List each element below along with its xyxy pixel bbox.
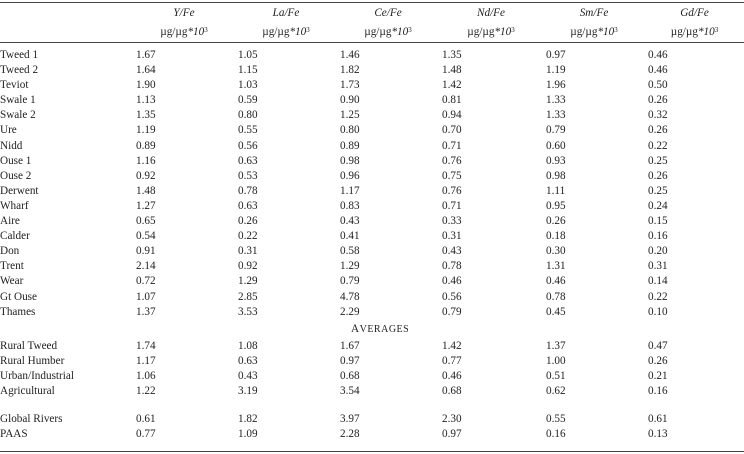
value-cell: 0.15 (648, 215, 668, 228)
value-cell: 0.92 (136, 169, 156, 182)
column-header-ratio (337, 5, 439, 22)
value-cell: 1.00 (546, 354, 566, 367)
unit-exponent: 3 (511, 26, 515, 34)
value-cell: 1.25 (340, 109, 360, 122)
table-row (0, 123, 744, 138)
unit-multiplier: *10 (697, 26, 715, 38)
value-cell: 0.22 (648, 290, 668, 303)
value-cell: 1.67 (136, 49, 156, 61)
row-label: Urban/Industrial (0, 369, 74, 382)
row-label: Wharf (0, 199, 29, 212)
value-cell: 0.50 (648, 79, 668, 92)
header-unit-row (0, 22, 744, 41)
value-cell: 0.26 (238, 215, 258, 228)
value-cell: 3.53 (238, 305, 258, 318)
header-element-row (0, 5, 744, 22)
value-cell: 0.22 (238, 230, 258, 243)
value-cell: 1.11 (546, 184, 566, 197)
table-row (0, 384, 744, 399)
unit-multiplier: *10 (494, 26, 512, 38)
table-row (0, 274, 744, 289)
value-cell: 0.25 (648, 154, 668, 167)
row-label: Calder (0, 230, 30, 243)
row-label: Ouse 1 (0, 154, 32, 167)
value-cell: 0.22 (648, 139, 668, 152)
value-cell: 1.96 (546, 79, 566, 92)
unit-prefix: µg/µg (364, 26, 392, 38)
value-cell: 0.79 (442, 305, 462, 318)
row-label: Rural Tweed (0, 339, 58, 352)
value-cell: 1.46 (340, 49, 360, 61)
column-header-ratio (235, 5, 337, 22)
value-cell: 1.35 (442, 49, 462, 61)
ree-fe-ratio-table (0, 5, 744, 442)
value-cell: 2.29 (340, 305, 360, 318)
value-cell: 0.90 (340, 94, 360, 107)
value-cell: 0.26 (648, 169, 668, 182)
unit-exponent: 3 (408, 26, 412, 34)
value-cell: 0.83 (340, 199, 360, 212)
table-row (0, 139, 744, 154)
spacer-cell (0, 399, 744, 412)
value-cell: 1.48 (136, 184, 156, 197)
value-cell: 0.46 (442, 275, 462, 288)
value-cell: 1.17 (340, 184, 360, 197)
value-cell: 0.16 (648, 230, 668, 243)
value-cell: 1.06 (136, 369, 156, 382)
value-cell: 0.98 (546, 169, 566, 182)
table-row (0, 427, 744, 442)
row-label: Tweed 2 (0, 64, 39, 77)
table-row (0, 305, 744, 320)
value-cell: 1.42 (442, 339, 462, 352)
value-cell: 1.90 (136, 79, 156, 92)
row-label: Ure (0, 124, 17, 137)
value-cell: 0.97 (340, 354, 360, 367)
value-cell: 0.20 (648, 245, 668, 258)
header-blank-cell (0, 5, 133, 22)
table-row (0, 63, 744, 78)
row-label: Swale 1 (0, 94, 36, 107)
value-cell: 0.70 (442, 124, 462, 137)
value-cell: 0.63 (238, 354, 258, 367)
value-cell: 0.63 (238, 199, 258, 212)
value-cell: 0.14 (648, 275, 668, 288)
row-label: Nidd (0, 139, 23, 152)
value-cell: 0.31 (238, 245, 258, 258)
value-cell: 0.95 (546, 199, 566, 212)
value-cell: 0.68 (340, 369, 360, 382)
value-cell: 0.92 (238, 260, 258, 273)
table-top-rule (0, 2, 744, 3)
averages-heading (133, 320, 744, 339)
unit-prefix: µg/µg (670, 26, 698, 38)
value-cell: 1.07 (136, 290, 156, 303)
value-cell: 0.43 (340, 215, 360, 228)
row-label: Ouse 2 (0, 169, 32, 182)
row-label: Teviot (0, 79, 29, 92)
value-cell: 3.54 (340, 384, 360, 397)
spacer-row (0, 41, 744, 48)
value-cell: 0.53 (238, 169, 258, 182)
value-cell: 1.09 (238, 428, 258, 441)
value-cell: 0.61 (648, 413, 668, 426)
column-header-element: Gd/Fe (680, 7, 709, 19)
value-cell: 1.37 (546, 339, 566, 352)
table-row (0, 244, 744, 259)
value-cell: 1.19 (136, 124, 156, 137)
value-cell: 4.78 (340, 290, 360, 303)
value-cell: 0.32 (648, 109, 668, 122)
column-header-element: Ce/Fe (374, 7, 402, 19)
table-row (0, 108, 744, 123)
value-cell: 0.56 (238, 139, 258, 152)
value-cell: 1.29 (340, 260, 360, 273)
spacer-cell (0, 320, 133, 339)
value-cell: 1.48 (442, 64, 462, 77)
value-cell: 0.63 (238, 154, 258, 167)
table-row (0, 339, 744, 354)
averages-heading-initial: A (351, 322, 360, 335)
value-cell: 0.54 (136, 230, 156, 243)
value-cell: 0.41 (340, 230, 360, 243)
value-cell: 1.03 (238, 79, 258, 92)
unit-prefix: µg/µg (570, 26, 598, 38)
value-cell: 0.13 (648, 428, 668, 441)
value-cell: 0.80 (340, 124, 360, 137)
value-cell: 0.77 (136, 428, 156, 441)
column-header-ratio (645, 5, 744, 22)
value-cell: 0.10 (648, 305, 668, 318)
value-cell: 0.91 (136, 245, 156, 258)
value-cell: 0.25 (648, 184, 668, 197)
value-cell: 0.31 (442, 230, 462, 243)
value-cell: 0.46 (648, 49, 668, 61)
row-label: Swale 2 (0, 109, 36, 122)
unit-prefix: µg/µg (262, 26, 290, 38)
value-cell: 0.78 (546, 290, 566, 303)
value-cell: 1.82 (238, 413, 258, 426)
column-header-unit (337, 22, 439, 41)
value-cell: 2.85 (238, 290, 258, 303)
value-cell: 0.46 (442, 369, 462, 382)
value-cell: 0.72 (136, 275, 156, 288)
value-cell: 1.05 (238, 49, 258, 61)
value-cell: 0.96 (340, 169, 360, 182)
value-cell: 1.33 (546, 109, 566, 122)
table-row (0, 154, 744, 169)
value-cell: 1.17 (136, 354, 156, 367)
value-cell: 3.19 (238, 384, 258, 397)
averages-section-row (0, 320, 744, 339)
column-header-ratio (543, 5, 645, 22)
column-header-element: La/Fe (272, 7, 300, 19)
value-cell: 1.15 (238, 64, 258, 77)
value-cell: 0.46 (546, 275, 566, 288)
value-cell: 0.26 (648, 124, 668, 137)
value-cell: 1.73 (340, 79, 360, 92)
value-cell: 0.16 (648, 384, 668, 397)
table-row (0, 412, 744, 427)
unit-multiplier: *10 (289, 26, 307, 38)
value-cell: 0.81 (442, 94, 462, 107)
value-cell: 1.16 (136, 154, 156, 167)
header-blank-cell (0, 22, 133, 41)
table-row (0, 290, 744, 305)
value-cell: 0.97 (546, 49, 566, 61)
unit-exponent: 3 (614, 26, 618, 34)
value-cell: 3.97 (340, 413, 360, 426)
value-cell: 0.93 (546, 154, 566, 167)
value-cell: 1.37 (136, 305, 156, 318)
row-label: Thames (0, 305, 36, 318)
value-cell: 1.35 (136, 109, 156, 122)
value-cell: 0.98 (340, 154, 360, 167)
table-row (0, 78, 744, 93)
table-bottom-rule (0, 451, 744, 452)
value-cell: 0.80 (238, 109, 258, 122)
value-cell: 1.42 (442, 79, 462, 92)
table-row (0, 199, 744, 214)
spacer-cell (0, 41, 744, 48)
value-cell: 0.55 (546, 413, 566, 426)
table-row (0, 169, 744, 184)
table-row (0, 229, 744, 244)
value-cell: 0.76 (442, 154, 462, 167)
row-label: Aire (0, 215, 20, 228)
value-cell: 0.33 (442, 215, 462, 228)
value-cell: 1.19 (546, 64, 566, 77)
unit-multiplier: *10 (187, 26, 205, 38)
unit-prefix: µg/µg (467, 26, 495, 38)
value-cell: 0.94 (442, 109, 462, 122)
row-label: Tweed 1 (0, 49, 39, 61)
unit-exponent: 3 (714, 26, 719, 34)
value-cell: 0.97 (442, 428, 462, 441)
value-cell: 1.22 (136, 384, 156, 397)
value-cell: 0.61 (136, 413, 156, 426)
column-header-element: Nd/Fe (477, 7, 505, 19)
column-header-ratio (133, 5, 235, 22)
column-header-unit (645, 22, 744, 41)
table-header (0, 5, 744, 41)
value-cell: 0.26 (546, 215, 566, 228)
row-label: Trent (0, 260, 24, 273)
value-cell: 0.77 (442, 354, 462, 367)
row-label: PAAS (0, 428, 28, 441)
value-cell: 0.76 (442, 184, 462, 197)
unit-prefix: µg/µg (160, 26, 188, 38)
value-cell: 1.29 (238, 275, 258, 288)
value-cell: 0.59 (238, 94, 258, 107)
value-cell: 1.74 (136, 339, 156, 352)
row-label: Don (0, 245, 20, 258)
value-cell: 1.82 (340, 64, 360, 77)
value-cell: 0.71 (442, 199, 462, 212)
value-cell: 0.78 (442, 260, 462, 273)
row-label: Agricultural (0, 384, 55, 397)
value-cell: 0.18 (546, 230, 566, 243)
averages-heading-rest: VERAGES (359, 323, 410, 335)
value-cell: 0.71 (442, 139, 462, 152)
value-cell: 0.24 (648, 199, 668, 212)
value-cell: 0.47 (648, 339, 668, 352)
value-cell: 0.16 (546, 428, 566, 441)
value-cell: 0.89 (340, 139, 360, 152)
value-cell: 1.31 (546, 260, 566, 273)
row-label: Global Rivers (0, 413, 63, 426)
column-header-unit (235, 22, 337, 41)
row-label: Wear (0, 275, 24, 288)
unit-exponent: 3 (204, 26, 208, 34)
value-cell: 2.30 (442, 413, 462, 426)
value-cell: 0.58 (340, 245, 360, 258)
value-cell: 0.68 (442, 384, 462, 397)
table-row (0, 184, 744, 199)
value-cell: 0.43 (442, 245, 462, 258)
value-cell: 2.14 (136, 260, 156, 273)
value-cell: 0.55 (238, 124, 258, 137)
value-cell: 0.30 (546, 245, 566, 258)
unit-multiplier: *10 (597, 26, 615, 38)
value-cell: 0.46 (648, 64, 668, 77)
value-cell: 0.79 (546, 124, 566, 137)
value-cell: 1.33 (546, 94, 566, 107)
table-row (0, 48, 744, 63)
value-cell: 1.67 (340, 339, 360, 352)
table-row (0, 259, 744, 274)
value-cell: 0.31 (648, 260, 668, 273)
unit-exponent: 3 (306, 26, 310, 34)
value-cell: 0.79 (340, 275, 360, 288)
value-cell: 0.43 (238, 369, 258, 382)
table-row (0, 354, 744, 369)
value-cell: 0.75 (442, 169, 462, 182)
column-header-unit (133, 22, 235, 41)
row-label: Rural Humber (0, 354, 65, 367)
table-row (0, 93, 744, 108)
row-label: Gt Ouse (0, 290, 37, 303)
table-body (0, 41, 744, 442)
value-cell: 0.21 (648, 369, 668, 382)
column-header-element: Sm/Fe (579, 7, 609, 19)
value-cell: 0.45 (546, 305, 566, 318)
table-row (0, 369, 744, 384)
row-label: Derwent (0, 184, 39, 197)
value-cell: 1.13 (136, 94, 156, 107)
unit-multiplier: *10 (391, 26, 409, 38)
value-cell: 1.08 (238, 339, 258, 352)
value-cell: 0.65 (136, 215, 156, 228)
value-cell: 0.78 (238, 184, 258, 197)
table-row (0, 214, 744, 229)
value-cell: 0.51 (546, 369, 566, 382)
value-cell: 1.27 (136, 199, 156, 212)
value-cell: 0.62 (546, 384, 566, 397)
value-cell: 0.56 (442, 290, 462, 303)
column-header-unit (439, 22, 543, 41)
value-cell: 0.26 (648, 354, 668, 367)
column-header-unit (543, 22, 645, 41)
column-header-element: Y/Fe (173, 7, 195, 19)
value-cell: 0.89 (136, 139, 156, 152)
column-header-ratio (439, 5, 543, 22)
value-cell: 2.28 (340, 428, 360, 441)
value-cell: 0.60 (546, 139, 566, 152)
value-cell: 1.64 (136, 64, 156, 77)
value-cell: 0.26 (648, 94, 668, 107)
spacer-row (0, 399, 744, 412)
